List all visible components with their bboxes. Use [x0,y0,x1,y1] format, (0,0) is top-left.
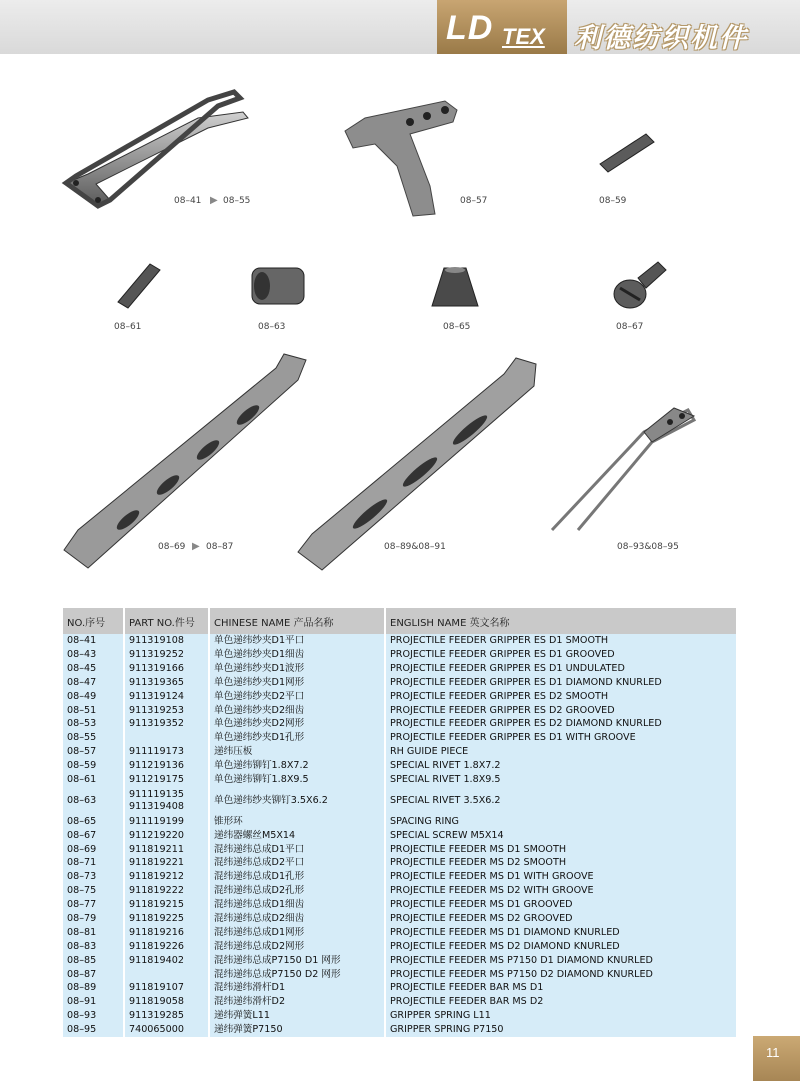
cell-no: 08–85 [63,954,124,968]
cell-no: 08–71 [63,856,124,870]
cell-english-name: GRIPPER SPRING L11 [385,1009,737,1023]
cell-part-no: 911819225 [124,912,209,926]
brand-ld: LD [446,9,494,47]
cell-part-no: 911219220 [124,828,209,842]
cell-english-name: PROJECTILE FEEDER MS D2 GROOVED [385,912,737,926]
cell-chinese-name: 混纬递纬总成D2孔形 [209,884,385,898]
cell-english-name: PROJECTILE FEEDER GRIPPER ES D1 SMOOTH [385,634,737,648]
cell-part-no: 911819107 [124,981,209,995]
cell-no: 08–61 [63,773,124,787]
screw-08-67-image [608,256,668,316]
cell-chinese-name: 递纬压板 [209,745,385,759]
table-row [63,856,737,870]
table-row [63,870,737,884]
table-row [63,940,737,954]
table-row [63,703,737,717]
cell-english-name: PROJECTILE FEEDER GRIPPER ES D1 WITH GROOVE [385,731,737,745]
part-number-line: 911119135 [129,788,184,800]
cell-english-name: PROJECTILE FEEDER GRIPPER ES D2 SMOOTH [385,690,737,704]
caption-08-65: 08–65 [443,322,471,332]
cell-english-name: PROJECTILE FEEDER GRIPPER ES D2 GROOVED [385,703,737,717]
caption-08-93-95: 08–93&08–95 [617,542,679,552]
cell-english-name: SPECIAL SCREW M5X14 [385,828,737,842]
cell-chinese-name: 混纬递纬总成P7150 D2 网形 [209,967,385,981]
table-row [63,1023,737,1037]
cell-no: 08–65 [63,815,124,829]
cell-chinese-name: 混纬递纬总成P7150 D1 网形 [209,954,385,968]
table-row [63,926,737,940]
caption-08-55: 08–55 [223,196,251,206]
cell-no: 08–83 [63,940,124,954]
cell-no: 08–41 [63,634,124,648]
parts-table [63,608,738,1037]
cell-chinese-name: 混纬递纬总成D2细齿 [209,912,385,926]
table-row [63,828,737,842]
cell-english-name: PROJECTILE FEEDER MS D2 DIAMOND KNURLED [385,940,737,954]
cell-chinese-name: 单色递纬纱夹D1平口 [209,634,385,648]
caption-08-61: 08–61 [114,322,142,332]
table-row [63,690,737,704]
table-row [63,1009,737,1023]
cell-english-name: PROJECTILE FEEDER BAR MS D1 [385,981,737,995]
cell-part-no: 911319352 [124,717,209,731]
cell-no: 08–47 [63,676,124,690]
caption-08-69: 08–69 [158,542,186,552]
cell-part-no: 911119173 [124,745,209,759]
table-row [63,884,737,898]
cell-chinese-name: 锥形环 [209,815,385,829]
table-row [63,995,737,1009]
cell-chinese-name: 单色递纬铆钉1.8X7.2 [209,759,385,773]
cell-english-name: GRIPPER SPRING P7150 [385,1023,737,1037]
cell-english-name: PROJECTILE FEEDER MS P7150 D1 DIAMOND KNURLED [385,954,737,968]
brand-tex: TEX [502,24,545,49]
cell-part-no: 911119199 [124,815,209,829]
cell-no: 08–69 [63,842,124,856]
table-row [63,676,737,690]
cell-chinese-name: 单色递纬纱夹铆钉3.5X6.2 [209,787,385,815]
brand-chinese-name: 利德纺织机件 [574,23,748,54]
caption-08-89-91: 08–89&08–91 [384,542,446,552]
cell-part-no: 911219175 [124,773,209,787]
cell-chinese-name: 混纬递纬总成D1平口 [209,842,385,856]
caption-08-57: 08–57 [460,196,488,206]
cell-part-no: 911819212 [124,870,209,884]
table-row [63,954,737,968]
cell-chinese-name: 混纬递纬总成D1细齿 [209,898,385,912]
header-no: NO.序号 [63,608,124,634]
cell-chinese-name: 递纬弹簧L11 [209,1009,385,1023]
guide-piece-08-57-image [335,96,465,221]
table-row [63,773,737,787]
caption-08-67: 08–67 [616,322,644,332]
cell-part-no: 911319108 [124,634,209,648]
cell-english-name: SPECIAL RIVET 3.5X6.2 [385,787,737,815]
caption-08-59: 08–59 [599,196,627,206]
cell-no: 08–63 [63,787,124,815]
cell-chinese-name: 混纬递纬总成D1孔形 [209,870,385,884]
header-english-name: ENGLISH NAME 英文名称 [385,608,737,634]
cell-no: 08–53 [63,717,124,731]
cell-no: 08–87 [63,967,124,981]
cell-english-name: SPECIAL RIVET 1.8X7.2 [385,759,737,773]
cell-no: 08–51 [63,703,124,717]
gripper-spring-08-93-image [548,402,698,534]
cell-english-name: PROJECTILE FEEDER MS P7150 D2 DIAMOND KNURLED [385,967,737,981]
cell-english-name: PROJECTILE FEEDER BAR MS D2 [385,995,737,1009]
cell-chinese-name: 单色递纬铆钉1.8X9.5 [209,773,385,787]
spacing-ring-08-65-image [428,262,482,316]
table-row [63,912,737,926]
cell-chinese-name: 混纬递纬滑杆D1 [209,981,385,995]
header-chinese-name: CHINESE NAME 产品名称 [209,608,385,634]
cell-part-no: 911319285 [124,1009,209,1023]
cell-english-name: PROJECTILE FEEDER MS D1 GROOVED [385,898,737,912]
cell-english-name: SPACING RING [385,815,737,829]
cell-no: 08–75 [63,884,124,898]
cell-chinese-name: 单色递纬纱夹D1网形 [209,676,385,690]
cell-no: 08–79 [63,912,124,926]
caption-08-87: 08–87 [206,542,234,552]
cell-no: 08–89 [63,981,124,995]
table-row [63,648,737,662]
cell-part-no: 740065000 [124,1023,209,1037]
table-row [63,662,737,676]
cell-part-no: 911819216 [124,926,209,940]
table-row [63,717,737,731]
cell-chinese-name: 单色递纬纱夹D2平口 [209,690,385,704]
cell-part-no: 911819222 [124,884,209,898]
cell-part-no [124,731,209,745]
cell-chinese-name: 单色递纬纱夹D2网形 [209,717,385,731]
cell-english-name: PROJECTILE FEEDER MS D1 WITH GROOVE [385,870,737,884]
cell-english-name: PROJECTILE FEEDER MS D1 DIAMOND KNURLED [385,926,737,940]
cell-chinese-name: 混纬递纬总成D1网形 [209,926,385,940]
cell-english-name: RH GUIDE PIECE [385,745,737,759]
cell-chinese-name: 混纬递纬总成D2平口 [209,856,385,870]
cell-chinese-name: 混纬递纬总成D2网形 [209,940,385,954]
cell-part-no: 911819226 [124,940,209,954]
cell-english-name: PROJECTILE FEEDER MS D2 SMOOTH [385,856,737,870]
cell-part-no: 911319253 [124,703,209,717]
cell-part-no: 911819058 [124,995,209,1009]
range-arrow-icon: ▶ [210,195,218,206]
table-row [63,967,737,981]
cell-no: 08–95 [63,1023,124,1037]
cell-english-name: SPECIAL RIVET 1.8X9.5 [385,773,737,787]
cell-chinese-name: 递纬器螺丝M5X14 [209,828,385,842]
table-row [63,815,737,829]
cell-part-no: 911319166 [124,662,209,676]
page-number: 11 [766,1045,780,1060]
cell-part-no: 911219136 [124,759,209,773]
caption-08-63: 08–63 [258,322,286,332]
cell-english-name: PROJECTILE FEEDER GRIPPER ES D2 DIAMOND KNURLED [385,717,737,731]
cell-no: 08–57 [63,745,124,759]
cell-english-name: PROJECTILE FEEDER GRIPPER ES D1 GROOVED [385,648,737,662]
cell-english-name: PROJECTILE FEEDER GRIPPER ES D1 UNDULATED [385,662,737,676]
table-row [63,745,737,759]
cell-part-no: 911319365 [124,676,209,690]
rivet-08-63-image [246,262,310,310]
cell-part-no: 911819402 [124,954,209,968]
cell-no: 08–43 [63,648,124,662]
cell-english-name: PROJECTILE FEEDER MS D1 SMOOTH [385,842,737,856]
rivet-08-61-image [112,258,168,314]
cell-no: 08–73 [63,870,124,884]
cell-no: 08–91 [63,995,124,1009]
part-number-line: 911319408 [129,800,184,812]
table-row [63,634,737,648]
cell-chinese-name: 单色递纬纱夹D1细齿 [209,648,385,662]
cell-part-no: 911819221 [124,856,209,870]
cell-chinese-name: 递纬弹簧P7150 [209,1023,385,1037]
cell-part-no: 911819211 [124,842,209,856]
cell-no: 08–81 [63,926,124,940]
header-part-no: PART NO.件号 [124,608,209,634]
cell-part-no: 911319124 [124,690,209,704]
table-row [63,898,737,912]
table-header-row [63,608,737,634]
caption-08-41: 08–41 [174,196,202,206]
cell-no: 08–93 [63,1009,124,1023]
cell-part-no: 911319252 [124,648,209,662]
cell-no: 08–45 [63,662,124,676]
cell-no: 08–67 [63,828,124,842]
cell-english-name: PROJECTILE FEEDER MS D2 WITH GROOVE [385,884,737,898]
table-row [63,731,737,745]
table-row [63,759,737,773]
cell-part-no: 911819215 [124,898,209,912]
cell-english-name: PROJECTILE FEEDER GRIPPER ES D1 DIAMOND KNURLED [385,676,737,690]
cell-chinese-name: 混纬递纬滑杆D2 [209,995,385,1009]
feeder-08-69-image [58,350,318,575]
cell-part-no [124,967,209,981]
cell-chinese-name: 单色递纬纱夹D2细齿 [209,703,385,717]
cell-no: 08–59 [63,759,124,773]
range-arrow-icon: ▶ [192,541,200,552]
rivet-08-59-image [594,128,658,176]
cell-no: 08–55 [63,731,124,745]
cell-chinese-name: 单色递纬纱夹D1波形 [209,662,385,676]
cell-no: 08–77 [63,898,124,912]
cell-no: 08–49 [63,690,124,704]
cell-chinese-name: 单色递纬纱夹D1孔形 [209,731,385,745]
table-row [63,842,737,856]
cell-part-no [124,787,209,815]
table-row [63,981,737,995]
table-row [63,787,737,815]
